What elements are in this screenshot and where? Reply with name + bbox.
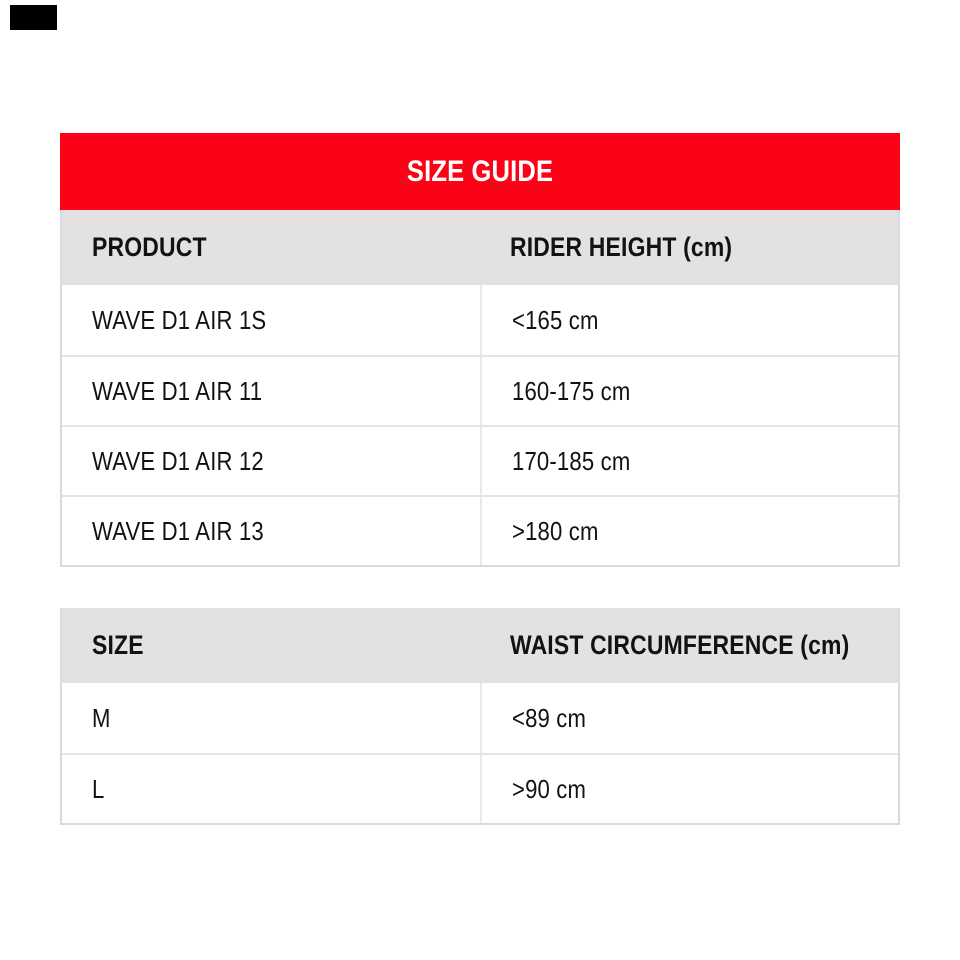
waist-value: <89 cm: [512, 702, 587, 733]
size-cell: [62, 755, 480, 823]
header-label-product: PRODUCT: [92, 232, 207, 262]
height-value: 160-175 cm: [512, 375, 631, 406]
rider-height-table: [60, 210, 900, 567]
header-label-size: SIZE: [92, 630, 144, 660]
size-guide: [60, 133, 900, 825]
waist-size-header-row: [62, 608, 898, 683]
product-name: WAVE D1 AIR 12: [92, 445, 264, 476]
corner-logo-block: [10, 5, 57, 30]
waist-size-table: [60, 608, 900, 825]
header-cell-waist: [480, 608, 898, 683]
height-cell: [480, 357, 898, 425]
height-cell: [480, 427, 898, 495]
product-name: WAVE D1 AIR 11: [92, 375, 263, 406]
waist-cell: [480, 683, 898, 753]
product-cell: [62, 357, 480, 425]
height-value: 170-185 cm: [512, 445, 631, 476]
table-row: [62, 753, 898, 823]
size-value: L: [92, 773, 105, 804]
table-row: [62, 355, 898, 425]
header-cell-product: [62, 210, 480, 285]
height-cell: [480, 285, 898, 355]
table-row: [62, 285, 898, 355]
product-cell: [62, 285, 480, 355]
waist-cell: [480, 755, 898, 823]
rider-height-header-row: [62, 210, 898, 285]
header-label-rider-height: RIDER HEIGHT (cm): [510, 232, 733, 262]
header-cell-size: [62, 608, 480, 683]
header-cell-rider-height: [480, 210, 898, 285]
size-value: M: [92, 702, 111, 733]
height-value: >180 cm: [512, 515, 599, 546]
size-cell: [62, 683, 480, 753]
height-value: <165 cm: [512, 304, 599, 335]
waist-value: >90 cm: [512, 773, 587, 804]
size-guide-title: SIZE GUIDE: [406, 154, 554, 188]
table-spacer: [60, 567, 900, 608]
table-row: [62, 683, 898, 753]
table-row: [62, 425, 898, 495]
size-guide-banner: [60, 133, 900, 210]
product-name: WAVE D1 AIR 1S: [92, 304, 267, 335]
product-cell: [62, 427, 480, 495]
product-name: WAVE D1 AIR 13: [92, 515, 264, 546]
product-cell: [62, 497, 480, 565]
table-row: [62, 495, 898, 565]
header-label-waist: WAIST CIRCUMFERENCE (cm): [510, 630, 850, 660]
height-cell: [480, 497, 898, 565]
